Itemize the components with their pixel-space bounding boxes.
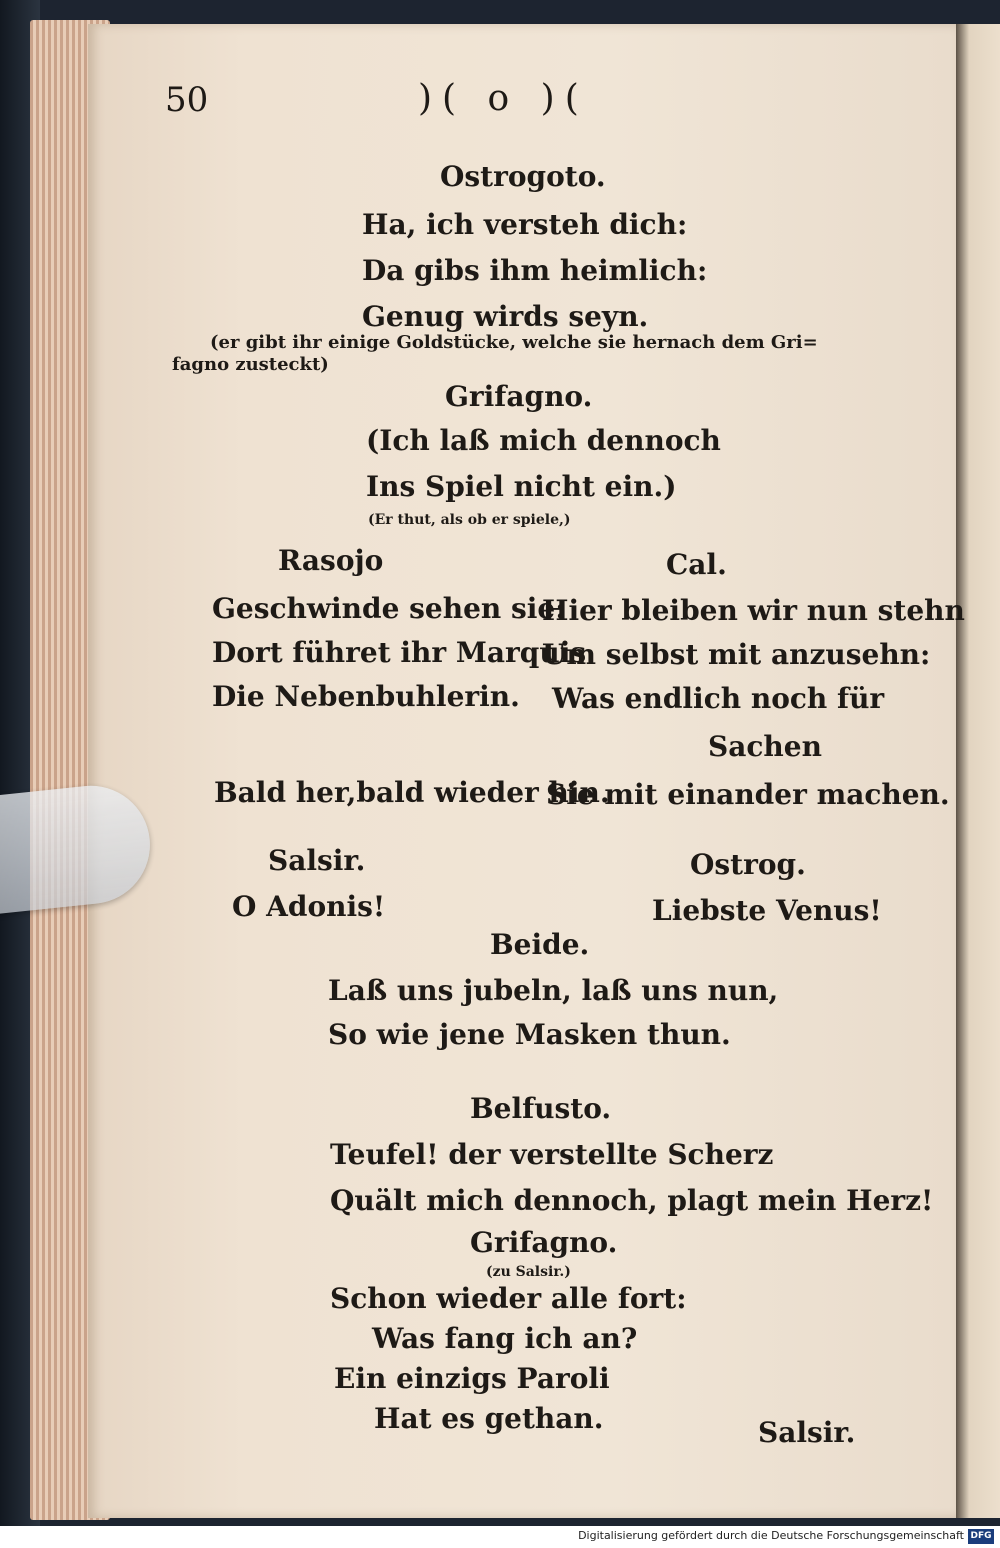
- speaker-name: Ostrog.: [690, 848, 806, 881]
- verse-line: Schon wieder alle fort:: [330, 1282, 687, 1315]
- facing-page-edge: [956, 24, 1000, 1518]
- verse-line: So wie jene Masken thun.: [328, 1018, 731, 1051]
- verse-line-right: Hier bleiben wir nun stehn: [542, 594, 965, 627]
- speaker-name: Ostrogoto.: [440, 160, 606, 193]
- speaker-name: Beide.: [490, 928, 590, 961]
- speaker-name: Grifagno.: [470, 1226, 618, 1259]
- footer-credit: Digitalisierung gefördert durch die Deutsche Forschungsgemeinschaft: [578, 1529, 964, 1542]
- verse-line-left: Die Nebenbuhlerin.: [212, 680, 520, 713]
- verse-line: Da gibs ihm heimlich:: [362, 254, 708, 287]
- verse-line: Hat es gethan.: [374, 1402, 604, 1435]
- stage-direction: fagno zusteckt): [172, 354, 329, 375]
- verse-line: (Ich laß mich dennoch: [366, 424, 721, 457]
- speaker-name: Cal.: [666, 548, 727, 581]
- stage-direction: (er gibt ihr einige Goldstücke, welche sie hernach dem Gri=: [210, 332, 818, 353]
- verse-line: Teufel! der verstellte Scherz: [330, 1138, 774, 1171]
- verse-line-left: O Adonis!: [232, 890, 386, 923]
- speaker-name: Grifagno.: [445, 380, 593, 413]
- verse-line: Ins Spiel nicht ein.): [366, 470, 677, 503]
- page-number: 50: [165, 80, 209, 120]
- speaker-name: Salsir.: [268, 844, 366, 877]
- verse-line: Quält mich dennoch, plagt mein Herz!: [330, 1184, 934, 1217]
- catchword: Salsir.: [758, 1416, 856, 1449]
- verse-line-right: Sachen: [708, 730, 822, 763]
- verse-line-right: Sie mit einander machen.: [546, 778, 950, 811]
- speaker-name: Belfusto.: [470, 1092, 612, 1125]
- stage-direction: (zu Salsir.): [486, 1264, 571, 1280]
- dfg-logo-icon: DFG: [968, 1529, 994, 1544]
- verse-line: Laß uns jubeln, laß uns nun,: [328, 974, 779, 1007]
- header-ornament: )( o )(: [418, 78, 589, 119]
- verse-line-right: Um selbst mit anzusehn:: [542, 638, 931, 671]
- stage-direction: (Er thut, als ob er spiele,): [368, 512, 571, 528]
- verse-line-left: Dort führet ihr Marquis: [212, 636, 587, 669]
- verse-line-right: Was endlich noch für: [552, 682, 885, 715]
- speaker-name: Rasojo: [278, 544, 384, 577]
- verse-line-right: Liebste Venus!: [652, 894, 882, 927]
- verse-line: Genug wirds seyn.: [362, 300, 649, 333]
- verse-line-left: Geschwinde sehen sie:: [212, 592, 566, 625]
- verse-line: Ha, ich versteh dich:: [362, 208, 688, 241]
- verse-line: Was fang ich an?: [372, 1322, 638, 1355]
- verse-line-left: Bald her,bald wieder hin.: [214, 776, 610, 809]
- verse-line: Ein einzigs Paroli: [334, 1362, 610, 1395]
